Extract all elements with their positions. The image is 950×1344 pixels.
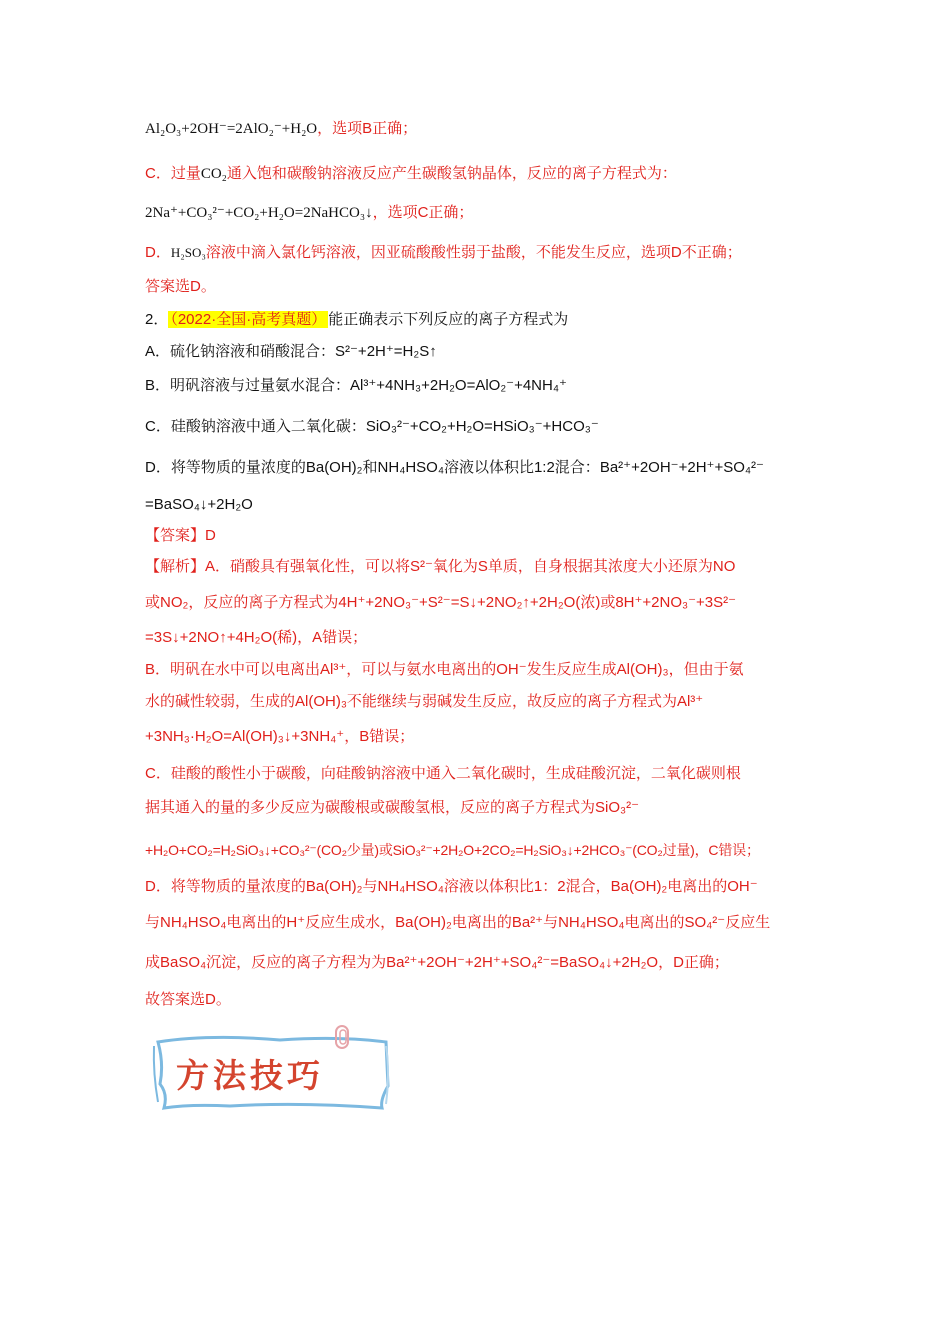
- text: ，选项C正确；: [372, 204, 474, 221]
- option-text: A．硫化钠溶液和硝酸混合：: [145, 343, 336, 360]
- option-d-line2: =BaSO₄↓+2H₂O: [145, 496, 253, 513]
- formula: Ba(OH)₂: [305, 459, 363, 476]
- option-equation: SiO₃²⁻+CO₂+H₂O=HSiO₃⁻+HCO₃⁻: [365, 418, 599, 435]
- explanation-c-2: 据其通入的量的多少反应为碳酸根或碳酸氢根，反应的离子方程式为SiO₃²⁻: [145, 799, 640, 816]
- option-text: 和: [362, 459, 378, 476]
- source-tag: （2022·全国·高考真题）: [170, 311, 327, 328]
- option-equation: Ba²⁺+2OH⁻+2H⁺+SO₄²⁻: [599, 459, 764, 476]
- explanation-a-2: 或NO₂，反应的离子方程式为4H⁺+2NO₃⁻+S²⁻=S↓+2NO₂↑+2H₂O(浓)或8H⁺+2NO₃⁻+3S²⁻: [145, 594, 737, 611]
- explanation-b-3: +3NH₃·H₂O=Al(OH)₃↓+3NH₄⁺，B错误；: [145, 728, 415, 745]
- equation: 2Na⁺+CO₃²⁻+CO₂+H₂O=2NaHCO₃↓: [145, 205, 373, 221]
- equation: Al₂O₃+2OH⁻=2AlO₂⁻+H₂O: [145, 121, 318, 137]
- option-a: [145, 341, 437, 363]
- explanation-d-3: 成BaSO₄沉淀，反应的离子方程为为Ba²⁺+2OH⁻+2H⁺+SO₄²⁻=BaSO₄↓+2H₂O，D正确；: [145, 954, 729, 971]
- line-answer-prev: 答案选D。: [145, 278, 216, 295]
- formula: NH₄HSO₄: [377, 459, 444, 476]
- question-number: 2．: [145, 311, 169, 328]
- option-text: D．将等物质的量浓度的: [145, 459, 306, 476]
- explanation-b-2: 水的碱性较弱，生成的Al(OH)₃不能继续与弱碱发生反应，故反应的离子方程式为Al³⁺: [145, 693, 704, 710]
- method-tips-banner: [150, 1024, 392, 1112]
- explanation-a-3: =3S↓+2NO↑+4H₂O(稀)，A错误；: [145, 629, 368, 646]
- explanation-d-1: D．将等物质的量浓度的Ba(OH)₂与NH₄HSO₄溶液以体积比1：2混合，Ba(OH)₂电离出的OH⁻: [145, 878, 758, 895]
- line-option-b-equation: [145, 118, 417, 140]
- option-c: [145, 416, 599, 438]
- explanation-d-2: 与NH₄HSO₄电离出的H⁺反应生成水，Ba(OH)₂电离出的Ba²⁺与NH₄HSO₄电离出的SO₄²⁻反应生: [145, 914, 771, 931]
- explanation-b-1: B．明矾在水中可以电离出Al³⁺，可以与氨水电离出的OH⁻发生反应生成Al(OH)₃，但由于氨: [145, 661, 744, 678]
- formula: CO₂: [200, 166, 227, 182]
- line-option-c-equation: [145, 202, 473, 224]
- option-equation: S²⁻+2H⁺=H₂S↑: [335, 343, 437, 360]
- question-2-stem: [145, 309, 568, 331]
- explanation-c-3: +H₂O+CO₂=H₂SiO₃↓+CO₃²⁻(CO₂少量)或SiO₃²⁻+2H₂O+2CO₂=H₂SiO₃↓+2HCO₃⁻(CO₂过量)，C错误；: [145, 842, 760, 858]
- explanation-c-1: C．硅酸的酸性小于碳酸，向硅酸钠溶液中通入二氧化碳时，生成硅酸沉淀，二氧化碳则根: [145, 765, 741, 782]
- text: C．过量: [145, 165, 201, 182]
- option-d-line1: [145, 457, 764, 479]
- text: ，选项B正确；: [317, 120, 418, 137]
- option-equation: Al³⁺+4NH₃+2H₂O=AlO₂⁻+4NH₄⁺: [350, 377, 567, 394]
- option-text: B．明矾溶液与过量氨水混合：: [145, 377, 351, 394]
- banner-title: 方法技巧: [176, 1056, 324, 1095]
- option-text: C．硅酸钠溶液中通入二氧化碳：: [145, 418, 366, 435]
- option-b: [145, 375, 567, 397]
- explanation-end: 故答案选D。: [145, 991, 231, 1008]
- question-text: 能正确表示下列反应的离子方程式为: [328, 311, 569, 328]
- formula: H₂SO₃: [170, 245, 206, 260]
- line-option-d: [145, 242, 742, 264]
- text: D．: [145, 244, 171, 261]
- text: 溶液中滴入氯化钙溶液，因亚硫酸酸性弱于盐酸，不能发生反应，选项D不正确；: [205, 244, 742, 261]
- text: 通入饱和碳酸钠溶液反应产生碳酸氢钠晶体，反应的离子方程式为：: [226, 165, 677, 182]
- explanation-a-1: 【解析】A．硝酸具有强氧化性，可以将S²⁻氧化为S单质，自身根据其浓度大小还原为NO: [145, 558, 736, 575]
- answer-line: 【答案】D: [145, 527, 216, 544]
- line-option-c: [145, 163, 677, 185]
- option-text: 溶液以体积比1:2混合：: [443, 459, 600, 476]
